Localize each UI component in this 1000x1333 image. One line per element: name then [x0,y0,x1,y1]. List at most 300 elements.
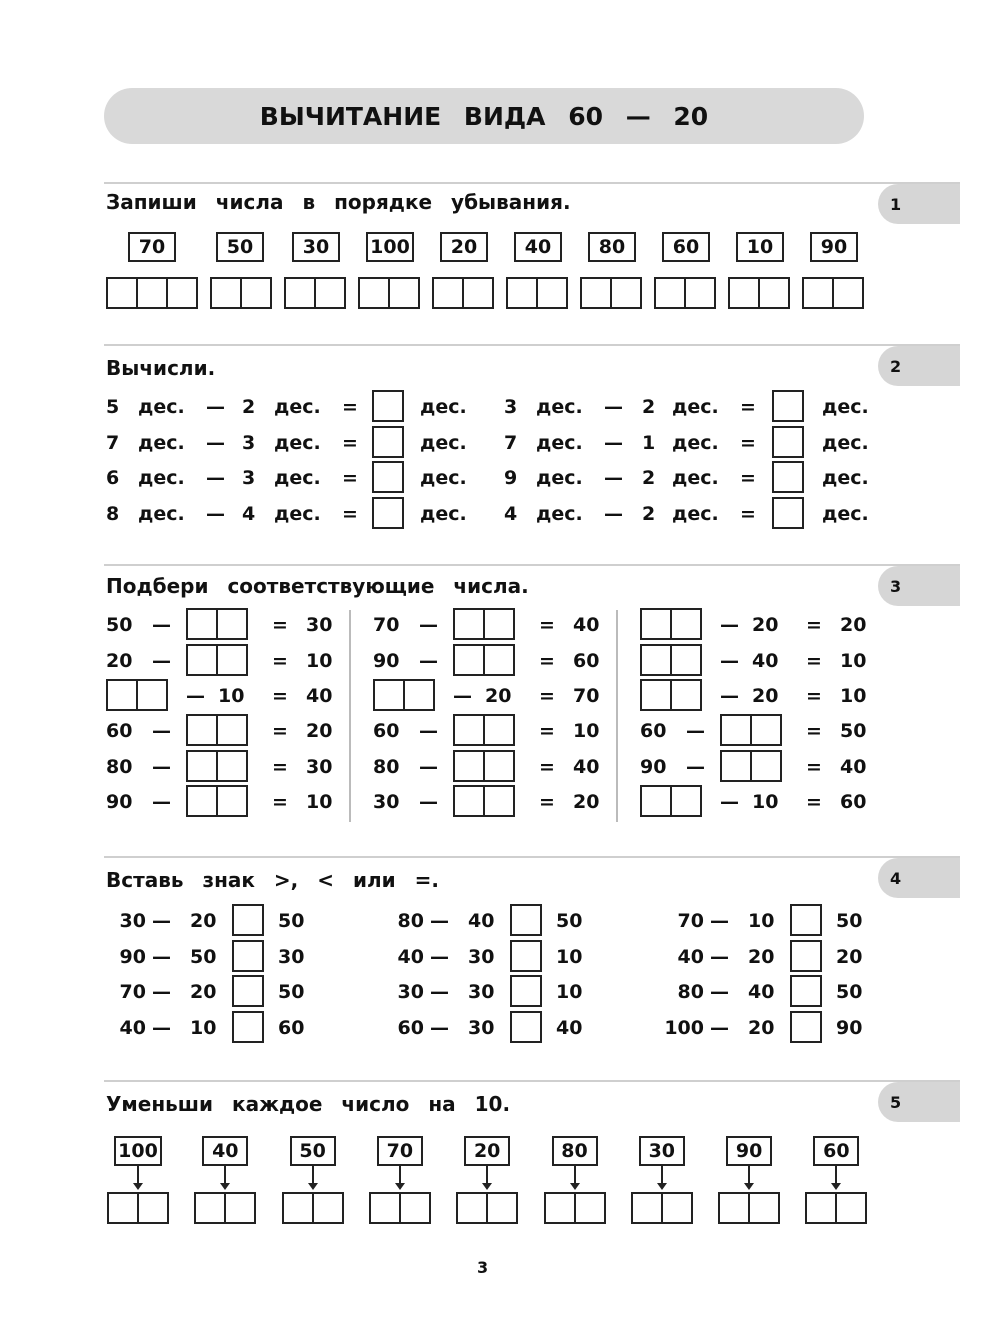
comparison-sign-box[interactable] [232,1011,264,1043]
result: 10 [840,685,867,707]
comparison-sign-box[interactable] [232,904,264,936]
down-arrow-icon [661,1166,663,1188]
result: 50 [840,720,867,742]
left-operand: 70 [119,981,146,1003]
answer-box[interactable] [772,497,804,529]
compare-value: 50 [278,981,305,1003]
answer-cell[interactable] [642,787,672,815]
minus-sign: — [419,650,438,672]
minuend: 70 [373,614,400,636]
answer-cell[interactable] [582,279,612,307]
unit-label: дес. [420,396,467,418]
answer-cell[interactable] [109,1194,139,1222]
answer-cells[interactable] [432,277,494,309]
equals-sign: = [272,791,288,813]
answer-cells[interactable] [640,785,702,817]
answer-cells[interactable] [210,277,272,309]
subtrahend-tens: 1 [642,432,656,454]
answer-cells[interactable] [106,277,198,309]
minuend-tens: 7 [504,432,518,454]
minus-sign: — [206,503,225,525]
exercise-number-tab: 2 [878,346,960,386]
equals-sign: = [806,614,822,636]
minuend: 80 [106,756,133,778]
answer-cell[interactable] [760,279,788,307]
exercise-5-heading: Уменьши каждое число на 10. [106,1092,511,1116]
answer-cell[interactable] [663,1194,691,1222]
section-divider [104,1080,960,1082]
subtrahend-tens: 3 [242,432,256,454]
answer-cell[interactable] [720,1194,750,1222]
left-operand: 80 [397,910,424,932]
answer-cells[interactable] [453,608,515,640]
answer-cell[interactable] [455,752,485,780]
unit-label: дес. [536,432,583,454]
minus-sign: — [604,467,623,489]
answer-cells[interactable] [106,679,168,711]
equals-sign: = [272,614,288,636]
answer-cells[interactable] [631,1192,693,1224]
minuend: 90 [106,791,133,813]
answer-cell[interactable] [508,279,538,307]
answer-cell[interactable] [218,787,246,815]
minuend: 50 [106,614,133,636]
minuend-tens: 3 [504,396,518,418]
right-operand: 30 [468,1017,495,1039]
equals-sign: = [740,396,756,418]
compare-value: 10 [556,981,583,1003]
unit-label: дес. [536,503,583,525]
number-card: 40 [202,1136,248,1166]
minus-sign: — [430,981,449,1003]
answer-cells[interactable] [107,1192,169,1224]
compare-value: 60 [278,1017,305,1039]
comparison-sign-box[interactable] [510,904,542,936]
unit-label: дес. [274,503,321,525]
answer-cell[interactable] [807,1194,837,1222]
answer-cell[interactable] [286,279,316,307]
compare-value: 10 [556,946,583,968]
answer-cells[interactable] [358,277,420,309]
answer-cell[interactable] [226,1194,254,1222]
answer-box[interactable] [372,426,404,458]
answer-cell[interactable] [218,716,246,744]
minuend: 90 [640,756,667,778]
answer-cell[interactable] [672,681,700,709]
compare-value: 50 [278,910,305,932]
unit-label: дес. [536,467,583,489]
answer-box[interactable] [372,497,404,529]
minuend: 60 [106,720,133,742]
left-operand: 60 [397,1017,424,1039]
answer-cell[interactable] [316,279,344,307]
unit-label: дес. [822,396,869,418]
answer-cell[interactable] [485,716,513,744]
answer-cells[interactable] [369,1192,431,1224]
comparison-sign-box[interactable] [232,940,264,972]
subtrahend: 10 [218,685,245,707]
unit-label: дес. [420,467,467,489]
exercise-number-tab: 1 [878,184,960,224]
minus-sign: — [720,685,739,707]
answer-cells[interactable] [453,750,515,782]
left-operand: 70 [677,910,704,932]
answer-box[interactable] [772,461,804,493]
answer-cell[interactable] [188,716,218,744]
answer-cell[interactable] [752,752,780,780]
answer-cell[interactable] [686,279,714,307]
unit-label: дес. [274,396,321,418]
answer-cell[interactable] [485,646,513,674]
minuend: 20 [106,650,133,672]
result: 70 [573,685,600,707]
minus-sign: — [430,910,449,932]
minus-sign: — [720,614,739,636]
comparison-sign-box[interactable] [510,975,542,1007]
answer-cell[interactable] [538,279,566,307]
answer-cells[interactable] [186,714,248,746]
answer-box[interactable] [372,390,404,422]
answer-cells[interactable] [453,644,515,676]
answer-cell[interactable] [375,681,405,709]
minuend-tens: 5 [106,396,120,418]
answer-cell[interactable] [434,279,464,307]
unit-label: дес. [274,467,321,489]
page-title: ВЫЧИТАНИЕ ВИДА 60 — 20 [104,88,864,144]
unit-label: дес. [274,432,321,454]
answer-cells[interactable] [640,608,702,640]
answer-cell[interactable] [633,1194,663,1222]
minuend-tens: 9 [504,467,518,489]
down-arrow-icon [835,1166,837,1188]
answer-cell[interactable] [212,279,242,307]
equals-sign: = [806,650,822,672]
answer-cells[interactable] [718,1192,780,1224]
answer-cells[interactable] [640,679,702,711]
minuend-tens: 8 [106,503,120,525]
answer-cell[interactable] [455,787,485,815]
number-card: 30 [639,1136,685,1166]
equals-sign: = [539,650,555,672]
answer-cell[interactable] [546,1194,576,1222]
equals-sign: = [740,503,756,525]
minus-sign: — [419,720,438,742]
comparison-sign-box[interactable] [510,1011,542,1043]
down-arrow-icon [574,1166,576,1188]
exercise-1-heading: Запиши числа в порядке убывания. [106,190,571,214]
answer-cells[interactable] [640,644,702,676]
answer-cell[interactable] [837,1194,865,1222]
answer-cell[interactable] [371,1194,401,1222]
comparison-sign-box[interactable] [232,975,264,1007]
left-operand: 80 [677,981,704,1003]
answer-cell[interactable] [485,610,513,638]
answer-cell[interactable] [458,1194,488,1222]
answer-cell[interactable] [750,1194,778,1222]
answer-cell[interactable] [752,716,780,744]
answer-box[interactable] [772,426,804,458]
number-card: 50 [290,1136,336,1166]
result: 10 [306,650,333,672]
answer-cell[interactable] [188,610,218,638]
answer-cell[interactable] [722,716,752,744]
minus-sign: — [152,756,171,778]
answer-cell[interactable] [485,787,513,815]
result: 20 [573,791,600,813]
answer-cells[interactable] [194,1192,256,1224]
minus-sign: — [152,981,171,1003]
answer-cell[interactable] [314,1194,342,1222]
answer-cell[interactable] [464,279,492,307]
minuend-tens: 6 [106,467,120,489]
answer-cell[interactable] [168,279,196,307]
unit-label: дес. [822,432,869,454]
minus-sign: — [720,791,739,813]
down-arrow-icon [399,1166,401,1188]
answer-cells[interactable] [580,277,642,309]
answer-cell[interactable] [612,279,640,307]
answer-cell[interactable] [138,279,168,307]
number-card: 30 [292,232,340,262]
section-divider [104,856,960,858]
subtrahend: 20 [485,685,512,707]
minuend: 60 [640,720,667,742]
answer-cell[interactable] [405,681,433,709]
equals-sign: = [342,503,358,525]
answer-cell[interactable] [834,279,862,307]
down-arrow-icon [486,1166,488,1188]
minus-sign: — [604,503,623,525]
equals-sign: = [272,720,288,742]
answer-cell[interactable] [455,646,485,674]
unit-label: дес. [672,467,719,489]
section-divider [104,182,960,184]
answer-cells[interactable] [720,714,782,746]
exercise-number-tab: 4 [878,858,960,898]
subtrahend: 10 [752,791,779,813]
equals-sign: = [740,432,756,454]
exercise-number-tab: 5 [878,1082,960,1122]
number-card: 40 [514,232,562,262]
compare-value: 90 [836,1017,863,1039]
answer-cells[interactable] [284,277,346,309]
answer-cell[interactable] [218,646,246,674]
exercise-3-heading: Подбери соответствующие числа. [106,574,529,598]
equals-sign: = [539,614,555,636]
minus-sign: — [206,432,225,454]
equals-sign: = [342,396,358,418]
answer-cells[interactable] [453,714,515,746]
answer-cell[interactable] [576,1194,604,1222]
minus-sign: — [710,910,729,932]
number-card: 20 [440,232,488,262]
subtrahend-tens: 2 [242,396,256,418]
answer-cell[interactable] [672,646,700,674]
result: 20 [840,614,867,636]
left-operand: 40 [397,946,424,968]
answer-cell[interactable] [401,1194,429,1222]
subtrahend-tens: 2 [642,503,656,525]
result: 40 [306,685,333,707]
comparison-sign-box[interactable] [790,940,822,972]
answer-cell[interactable] [138,681,166,709]
unit-label: дес. [138,467,185,489]
answer-cells[interactable] [720,750,782,782]
answer-cell[interactable] [196,1194,226,1222]
answer-cells[interactable] [544,1192,606,1224]
answer-cell[interactable] [188,646,218,674]
equals-sign: = [806,756,822,778]
number-card: 70 [128,232,176,262]
equals-sign: = [806,791,822,813]
result: 40 [573,614,600,636]
comparison-sign-box[interactable] [790,975,822,1007]
answer-cell[interactable] [188,787,218,815]
answer-cell[interactable] [455,610,485,638]
answer-cell[interactable] [672,787,700,815]
answer-cell[interactable] [108,279,138,307]
compare-value: 20 [836,946,863,968]
minus-sign: — [419,791,438,813]
answer-cell[interactable] [656,279,686,307]
minus-sign: — [419,614,438,636]
number-card: 20 [464,1136,510,1166]
left-operand: 40 [119,1017,146,1039]
column-divider [616,610,618,822]
answer-cells[interactable] [453,785,515,817]
number-card: 90 [810,232,858,262]
down-arrow-icon [224,1166,226,1188]
answer-cells[interactable] [186,785,248,817]
answer-cells[interactable] [186,608,248,640]
answer-box[interactable] [772,390,804,422]
minuend: 60 [373,720,400,742]
minuend: 80 [373,756,400,778]
answer-cell[interactable] [642,610,672,638]
minus-sign: — [710,946,729,968]
compare-value: 30 [278,946,305,968]
answer-cells[interactable] [728,277,790,309]
answer-cells[interactable] [805,1192,867,1224]
compare-value: 50 [556,910,583,932]
answer-cell[interactable] [218,610,246,638]
answer-cell[interactable] [360,279,390,307]
minus-sign: — [430,1017,449,1039]
minus-sign: — [152,791,171,813]
minus-sign: — [152,910,171,932]
unit-label: дес. [138,432,185,454]
answer-cells[interactable] [654,277,716,309]
minus-sign: — [152,650,171,672]
result: 60 [573,650,600,672]
minus-sign: — [186,685,205,707]
unit-label: дес. [138,396,185,418]
right-operand: 50 [190,946,217,968]
answer-cells[interactable] [282,1192,344,1224]
answer-cell[interactable] [804,279,834,307]
subtrahend-tens: 3 [242,467,256,489]
right-operand: 10 [748,910,775,932]
answer-cells[interactable] [186,750,248,782]
minus-sign: — [152,1017,171,1039]
answer-cell[interactable] [722,752,752,780]
answer-cells[interactable] [456,1192,518,1224]
number-card: 80 [588,232,636,262]
right-operand: 30 [468,946,495,968]
answer-cell[interactable] [284,1194,314,1222]
answer-cell[interactable] [218,752,246,780]
compare-value: 50 [836,910,863,932]
answer-cells[interactable] [802,277,864,309]
equals-sign: = [740,467,756,489]
comparison-sign-box[interactable] [510,940,542,972]
minuend-tens: 4 [504,503,518,525]
comparison-sign-box[interactable] [790,904,822,936]
answer-cell[interactable] [642,646,672,674]
answer-cell[interactable] [242,279,270,307]
minus-sign: — [686,756,705,778]
exercise-number-tab: 3 [878,566,960,606]
answer-cell[interactable] [642,681,672,709]
number-card: 100 [366,232,414,262]
result: 40 [573,756,600,778]
equals-sign: = [272,650,288,672]
equals-sign: = [272,756,288,778]
right-operand: 20 [190,981,217,1003]
down-arrow-icon [137,1166,139,1188]
unit-label: дес. [536,396,583,418]
right-operand: 20 [190,910,217,932]
result: 30 [306,614,333,636]
equals-sign: = [539,756,555,778]
answer-cell[interactable] [139,1194,167,1222]
answer-cell[interactable] [455,716,485,744]
answer-cell[interactable] [390,279,418,307]
minus-sign: — [430,946,449,968]
unit-label: дес. [822,503,869,525]
subtrahend-tens: 2 [642,467,656,489]
answer-cells[interactable] [373,679,435,711]
comparison-sign-box[interactable] [790,1011,822,1043]
number-card: 90 [726,1136,772,1166]
left-operand: 90 [119,946,146,968]
unit-label: дес. [822,467,869,489]
answer-cell[interactable] [108,681,138,709]
right-operand: 40 [748,981,775,1003]
answer-cell[interactable] [672,610,700,638]
right-operand: 30 [468,981,495,1003]
answer-cells[interactable] [506,277,568,309]
answer-cell[interactable] [730,279,760,307]
equals-sign: = [539,720,555,742]
answer-cell[interactable] [485,752,513,780]
right-operand: 40 [468,910,495,932]
right-operand: 20 [748,1017,775,1039]
answer-cells[interactable] [186,644,248,676]
result: 40 [840,756,867,778]
unit-label: дес. [672,396,719,418]
answer-cell[interactable] [488,1194,516,1222]
answer-box[interactable] [372,461,404,493]
right-operand: 20 [748,946,775,968]
number-card: 70 [377,1136,423,1166]
down-arrow-icon [312,1166,314,1188]
unit-label: дес. [138,503,185,525]
answer-cell[interactable] [188,752,218,780]
result: 20 [306,720,333,742]
number-card: 100 [114,1136,162,1166]
minus-sign: — [206,467,225,489]
